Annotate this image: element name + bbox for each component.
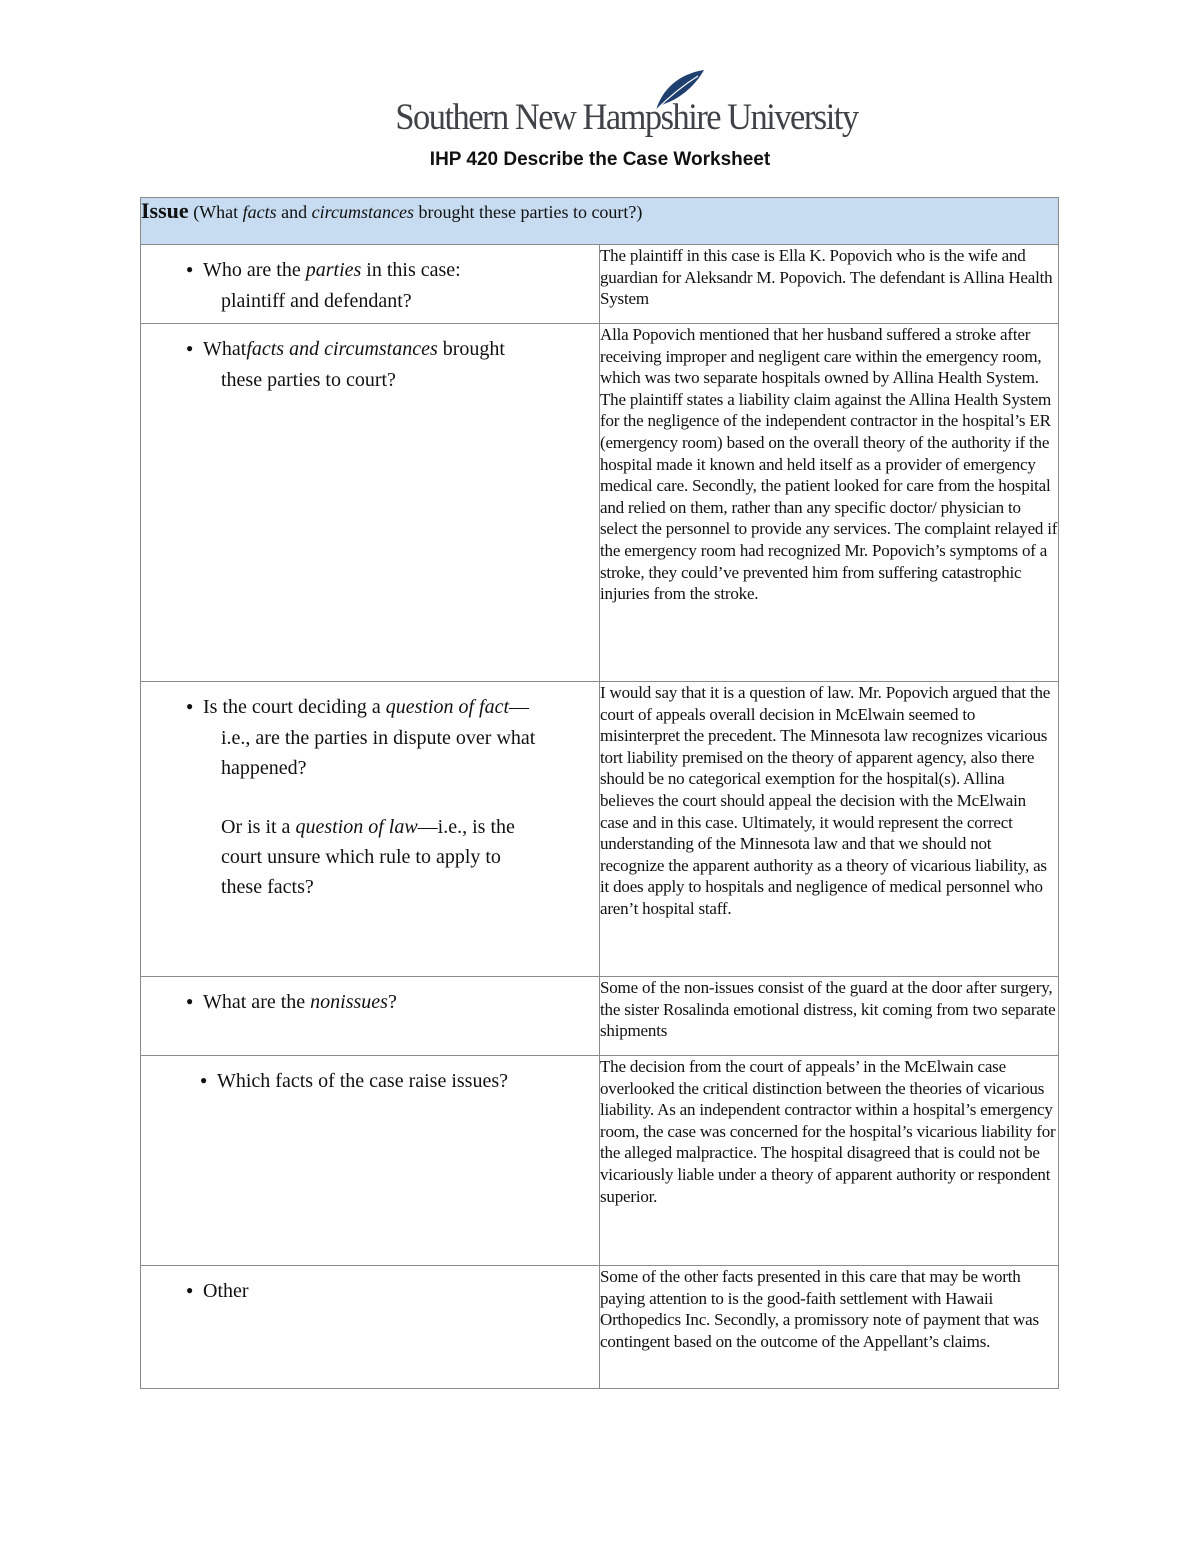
question-fact-or-law: ● Is the court deciding a question of fact— i.e., are the parties in dispute over what happened? Or is it a question of law—i.e., is the court unsure which rule to apply to these facts? bbox=[141, 682, 599, 902]
answer-cell: Some of the other facts presented in this care that may be worth paying attention to is the good-faith settlement with Hawaii Orthopedics Inc. Secondly, a promissory note of payment that was contingent based on the outcome of the Appellant’s claims. bbox=[600, 1266, 1059, 1389]
issue-text-and: and bbox=[281, 202, 308, 222]
question-cell bbox=[141, 977, 600, 1056]
table-row bbox=[141, 245, 1059, 324]
table-row bbox=[141, 1056, 1059, 1266]
bullet-icon: ● bbox=[186, 341, 194, 356]
question-cell bbox=[141, 1266, 600, 1389]
issue-label: Issue bbox=[141, 198, 189, 223]
answer-cell: I would say that it is a question of law. Mr. Popovich argued that the court of appeals overall decision in McElwain seemed to misinterpret the precedent. The Minnesota law recognizes vicarious tort liability premised on the theory of apparent agency, also there should be no categorical exemption for the hospital(s). Allina believes the court should appeal the decision with the McElwain case and in this case. Ultimately, it would represent the correct understanding of the Minnesota law and that we should not recognize the apparent authority as a theory of vicarious liability, as it does apply to hospitals and negligence of medical personnel who aren’t hospital staff. bbox=[600, 682, 1059, 977]
university-logo bbox=[380, 68, 858, 138]
question-facts-circumstances: ● Whatfacts and circumstances brought these parties to court? bbox=[141, 324, 599, 395]
question-other: ● Other bbox=[141, 1266, 599, 1307]
answer-cell: The decision from the court of appeals’ in the McElwain case overlooked the critical distinction between the theories of vicarious liability. As an independent contractor within a hospital’s emergency room, the case was concerned for the hospital’s vicarious liability for the alleged malpractice. The hospital disagreed that is could not be vicariously liable under a theory of apparent authority or respondent superior. bbox=[600, 1056, 1059, 1266]
bullet-icon: ● bbox=[200, 1073, 208, 1088]
issue-header-cell bbox=[141, 198, 1059, 245]
question-cell bbox=[141, 324, 600, 682]
question-cell bbox=[141, 682, 600, 977]
document-title: IHP 420 Describe the Case Worksheet bbox=[429, 149, 771, 170]
issue-text-circumstances: circumstances bbox=[311, 202, 414, 222]
table-row bbox=[141, 1266, 1059, 1389]
answer-cell: Some of the non-issues consist of the guard at the door after surgery, the sister Rosalinda emotional distress, kit coming from two separate shipments bbox=[600, 977, 1059, 1056]
bullet-icon: ● bbox=[186, 262, 194, 277]
bullet-icon: ● bbox=[186, 699, 194, 714]
issue-text-pre: (What bbox=[193, 202, 239, 222]
issue-text-facts: facts bbox=[242, 202, 277, 222]
question-parties: ● Who are the parties in this case: plaintiff and defendant? bbox=[141, 245, 599, 316]
answer-cell: The plaintiff in this case is Ella K. Popovich who is the wife and guardian for Aleksandr M. Popovich. The defendant is Allina Health System bbox=[600, 245, 1059, 324]
answer-cell: Alla Popovich mentioned that her husband suffered a stroke after receiving improper and negligent care within the emergency room, which was two separate hospitals owned by Allina Health System. The plaintiff states a liability claim against the Allina Health System for the negligence of the independent contractor in the hospital’s ER (emergency room) based on the overall theory of the authority if the hospital made it known and held itself as a provider of emergency medical care. Secondly, the patient looked for care from the hospital and relied on them, rather than any specific doctor/ physician to select the personnel to provide any services. The complaint relayed if the emergency room had recognized Mr. Popovich’s symptoms of a stroke, they could’ve prevented him from suffering catastrophic injuries from the stroke. bbox=[600, 324, 1059, 682]
worksheet-table bbox=[140, 197, 1059, 1389]
table-row bbox=[141, 682, 1059, 977]
bullet-icon: ● bbox=[186, 994, 194, 1009]
question-nonissues: ● What are the nonissues? bbox=[141, 977, 599, 1018]
bullet-icon: ● bbox=[186, 1283, 194, 1298]
table-row bbox=[141, 324, 1059, 682]
issue-text-post: brought these parties to court?) bbox=[418, 202, 643, 222]
question-cell bbox=[141, 1056, 600, 1266]
question-cell bbox=[141, 245, 600, 324]
table-row bbox=[141, 977, 1059, 1056]
question-raise-issues: ● Which facts of the case raise issues? bbox=[141, 1056, 599, 1097]
university-name: Southern New Hampshire University bbox=[395, 97, 858, 138]
document-header bbox=[0, 68, 1200, 171]
